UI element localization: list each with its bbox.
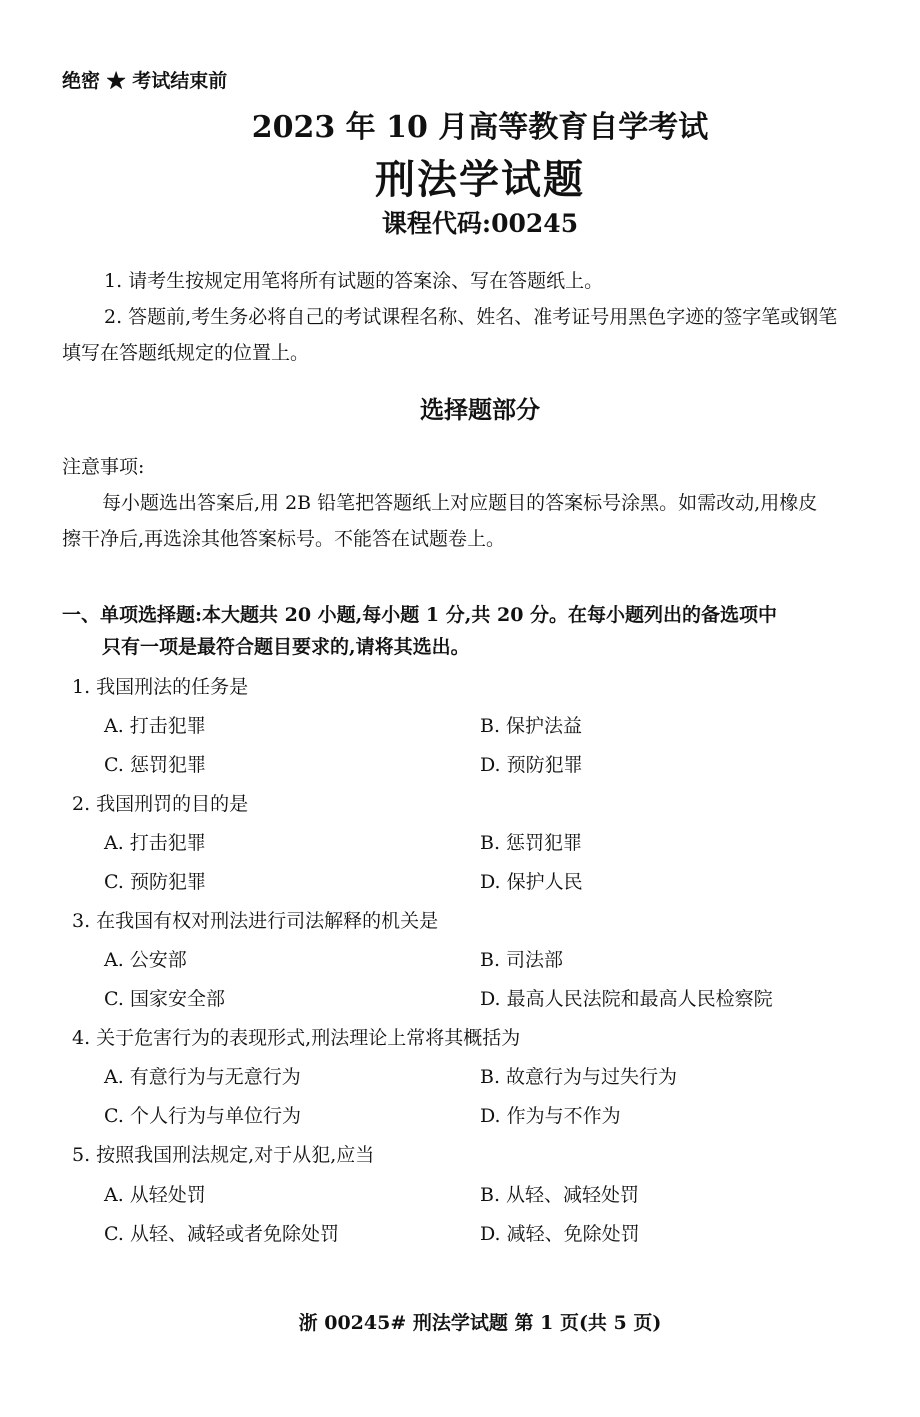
notes-line-1: 每小题选出答案后,用 2B 铅笔把答题纸上对应题目的答案标号涂黑。如需改动,用橡皮 [102,492,818,514]
question-1-option-a: A. 打击犯罪 [104,715,206,737]
question-5-option-b: B. 从轻、减轻处罚 [480,1184,640,1206]
question-4-option-a: A. 有意行为与无意行为 [104,1066,301,1088]
question-1-stem: 1. 我国刑法的任务是 [72,676,249,698]
question-1-option-d: D. 预防犯罪 [480,754,583,776]
question-5-option-a: A. 从轻处罚 [104,1184,206,1206]
instruction-2: 2. 答题前,考生务必将自己的考试课程名称、姓名、准考证号用黑色字迹的签字笔或钢笔 [104,306,838,328]
question-3-option-d: D. 最高人民法院和最高人民检察院 [480,988,773,1010]
question-2-option-b: B. 惩罚犯罪 [480,832,583,854]
section-title: 选择题部分 [420,395,540,424]
question-3-option-b: B. 司法部 [480,949,564,971]
secret-label: 绝密 ★ 考试结束前 [62,70,228,92]
question-1-option-b: B. 保护法益 [480,715,583,737]
question-4-stem: 4. 关于危害行为的表现形式,刑法理论上常将其概括为 [72,1027,521,1049]
question-5-stem: 5. 按照我国刑法规定,对于从犯,应当 [72,1144,375,1166]
question-2-option-d: D. 保护人民 [480,871,583,893]
question-1-option-c: C. 惩罚犯罪 [104,754,206,776]
instruction-1: 1. 请考生按规定用笔将所有试题的答案涂、写在答题纸上。 [104,270,604,292]
question-4-option-c: C. 个人行为与单位行为 [104,1105,301,1127]
question-4-option-d: D. 作为与不作为 [480,1105,621,1127]
question-4-option-b: B. 故意行为与过失行为 [480,1066,678,1088]
part-one-heading: 一、单项选择题:本大题共 20 小题,每小题 1 分,共 20 分。在每小题列出的备选项中 [62,604,778,626]
notes-line-2: 擦干净后,再选涂其他答案标号。不能答在试题卷上。 [62,528,506,550]
question-2-option-c: C. 预防犯罪 [104,871,206,893]
subject-title: 刑法学试题 [375,156,585,203]
part-one-heading-cont: 只有一项是最符合题目要求的,请将其选出。 [102,636,470,658]
question-2-option-a: A. 打击犯罪 [104,832,206,854]
question-3-stem: 3. 在我国有权对刑法进行司法解释的机关是 [72,910,439,932]
course-code: 课程代码:00245 [381,209,579,238]
question-5-option-d: D. 减轻、免除处罚 [480,1223,640,1245]
instruction-2-cont: 填写在答题纸规定的位置上。 [62,342,310,364]
question-2-stem: 2. 我国刑罚的目的是 [72,793,249,815]
question-3-option-a: A. 公安部 [104,949,187,971]
question-3-option-c: C. 国家安全部 [104,988,225,1010]
page-footer: 浙 00245# 刑法学试题 第 1 页(共 5 页) [298,1312,662,1334]
question-5-option-c: C. 从轻、减轻或者免除处罚 [104,1223,339,1245]
notes-heading: 注意事项: [62,456,145,478]
exam-title: 2023 年 10 月高等教育自学考试 [251,110,709,145]
